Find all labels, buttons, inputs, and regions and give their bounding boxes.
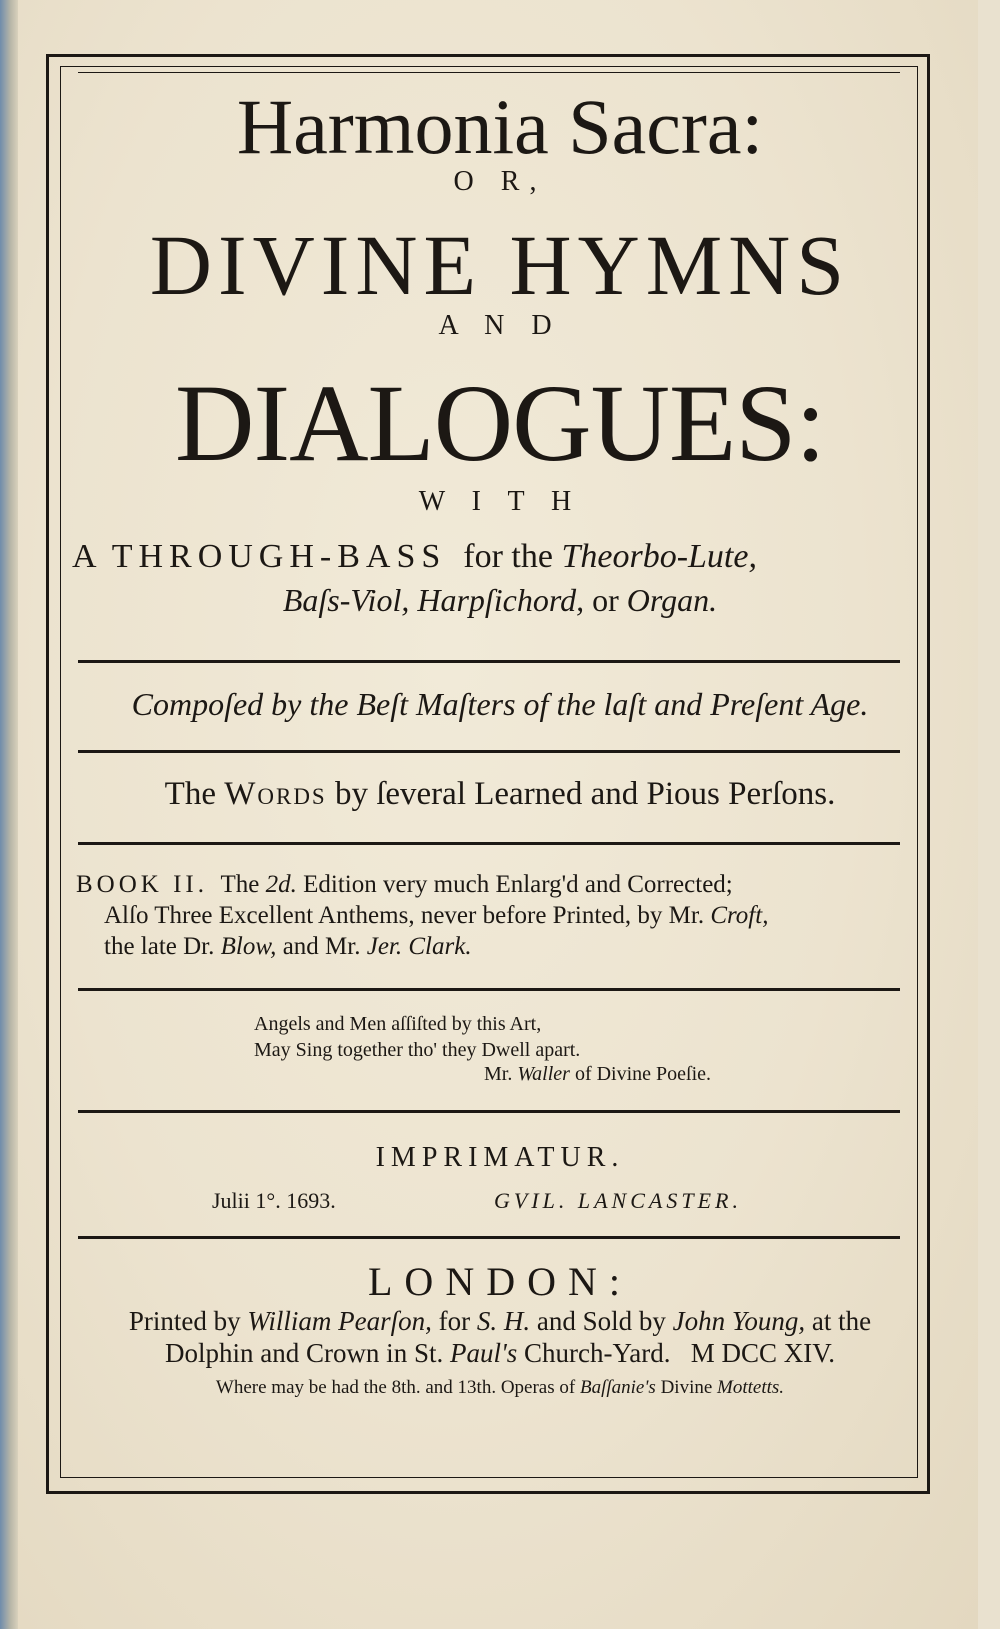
epigraph-attribution: [484, 1064, 711, 1084]
book-line-1: [76, 872, 906, 897]
book-number: BOOK II.: [76, 871, 208, 898]
rule-5: [78, 1110, 900, 1113]
epigraph-line-1: Angels and Men aſſiſted by this Art,: [254, 1013, 542, 1035]
epigraph-line-2: May Sing together tho' they Dwell apart.: [254, 1039, 581, 1061]
through-bass-line: [72, 540, 912, 574]
book-line-3: [104, 934, 934, 959]
or-label: O R,: [453, 166, 547, 197]
composed-line: Compoſed by the Beſt Maſters of the laſt and Preſent Age.: [131, 686, 869, 722]
composer-name: Croft,: [710, 902, 769, 929]
instruments-2: Organ.: [626, 582, 718, 618]
imprint-text: Dolphin and Crown in St.: [164, 1338, 444, 1368]
imprint-city: LONDON:: [368, 1259, 632, 1304]
imprint-text: Printed by: [128, 1306, 241, 1336]
imprimatur-heading: IMPRIMATUR.: [375, 1142, 625, 1173]
and-label: A N D: [438, 310, 562, 341]
rule-6: [78, 1236, 900, 1239]
dialogues-title: DIALOGUES:: [175, 362, 825, 484]
book-text: Edition very much Enlarg'd and Corrected;: [303, 871, 733, 898]
attr-text: of Divine Poeſie.: [574, 1063, 712, 1085]
imprint-text: Divine: [660, 1377, 713, 1398]
words-prefix: The: [164, 776, 216, 812]
author-name: Waller: [517, 1063, 570, 1085]
composer-name: Baſſanie's: [579, 1377, 656, 1398]
book-line-2: [104, 903, 934, 928]
top-rule: [78, 72, 900, 73]
book-text: Alſo Three Excellent Anthems, never before Printed, by Mr.: [104, 902, 705, 929]
words-smallcaps: Words: [224, 776, 327, 812]
imprint-text: Church-Yard.: [524, 1338, 671, 1368]
church-name: Paul's: [449, 1338, 518, 1368]
book-text: and Mr.: [282, 933, 361, 960]
through-prefix: A: [72, 538, 95, 575]
seller-name: John Young,: [672, 1306, 806, 1336]
through-bass-caps: THROUGH-BASS: [111, 538, 447, 575]
imprint-text: Where may be had the 8th. and 13th. Operas of: [215, 1377, 576, 1398]
edition-number: 2d.: [265, 871, 297, 898]
main-title: Harmonia Sacra:: [236, 83, 764, 170]
book-text: The: [220, 871, 260, 898]
book-text: the late Dr.: [104, 933, 215, 960]
imprint-text: at the: [811, 1306, 872, 1336]
theorbo-lute: Theorbo-Lute,: [561, 538, 757, 575]
rule-3: [78, 842, 900, 845]
words-rest: by ſeveral Learned and Pious Perſons.: [334, 776, 836, 812]
composer-name: Blow,: [220, 933, 277, 960]
with-label: W I T H: [418, 486, 582, 517]
advertisement-line: [0, 1378, 1000, 1397]
composer-name: Jer. Clark.: [366, 933, 472, 960]
instruments-or: or: [592, 582, 619, 618]
imprimatur-date: Julii 1°. 1693.: [212, 1188, 336, 1213]
imprimatur-signer: GVIL. LANCASTER.: [494, 1188, 742, 1213]
publisher-initials: S. H.: [476, 1306, 531, 1336]
printer-line: [0, 1308, 1000, 1335]
rule-1: [78, 660, 900, 663]
publication-year: M DCC XIV.: [690, 1338, 836, 1368]
through-mid: for the: [463, 538, 553, 575]
instruments-line: [0, 584, 1000, 616]
words-line: [0, 778, 1000, 811]
instruments-1: Baſs-Viol, Harpſichord,: [282, 582, 585, 618]
imprint-text: and Sold by: [536, 1306, 666, 1336]
printer-name: William Pearſon,: [247, 1306, 432, 1336]
divine-hymns-title: DIVINE HYMNS: [149, 217, 851, 313]
address-line: [0, 1340, 1000, 1367]
imprint-text: for: [438, 1306, 471, 1336]
attr-text: Mr.: [484, 1063, 513, 1085]
rule-4: [78, 988, 900, 991]
rule-2: [78, 750, 900, 753]
work-name: Mottetts.: [717, 1377, 785, 1398]
